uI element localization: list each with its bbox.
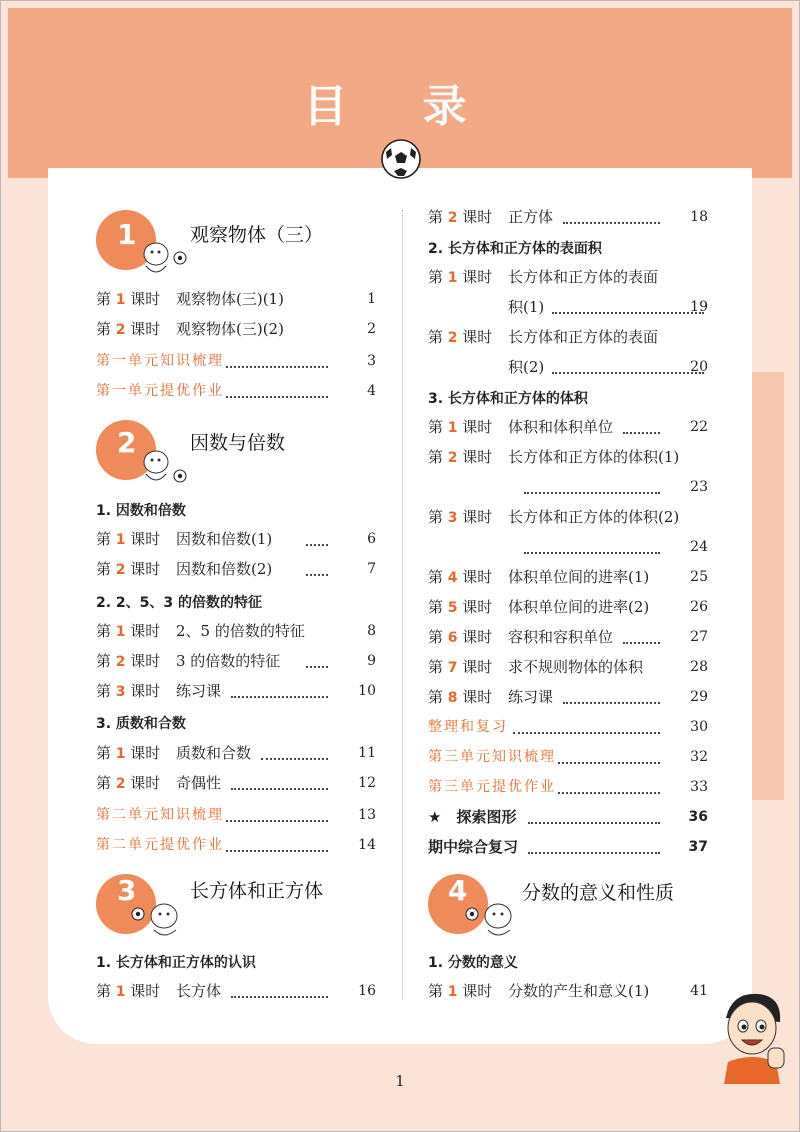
lesson-label: 第 1 课时 (96, 744, 161, 762)
lesson-number: 1 (115, 746, 126, 762)
entry-title: 体积单位间的进率(1) (508, 568, 650, 586)
lesson-number: 2 (447, 450, 458, 466)
leader-dots (226, 344, 328, 368)
leader-dots (226, 828, 328, 852)
lesson-label: 第 3 课时 (96, 682, 161, 700)
section-heading: 1. 长方体和正方体的认识 (96, 955, 256, 971)
page-ref: 29 (690, 689, 708, 705)
lesson-label: 第 1 课时 (96, 622, 161, 640)
unit-1-number: 1 (117, 218, 137, 251)
leader-dots (528, 830, 660, 854)
unit-3-number: 3 (117, 874, 137, 907)
unit-3-title[interactable]: 长方体和正方体 (190, 880, 324, 902)
leader-dots (226, 374, 328, 398)
page-ref: 37 (688, 839, 708, 855)
unit-2-title[interactable]: 因数与倍数 (190, 432, 286, 454)
lesson-label: 第 1 课时 (428, 982, 493, 1000)
page-ref: 1 (367, 291, 376, 307)
toc-entry[interactable] (428, 266, 708, 288)
leader-dots (623, 410, 660, 434)
toc-entry[interactable] (428, 776, 708, 798)
lesson-label: 第 2 课时 (428, 208, 493, 226)
page-ref: 23 (690, 479, 708, 495)
page-ref: 25 (690, 569, 708, 585)
page-ref: 28 (690, 659, 708, 675)
leader-dots (231, 974, 328, 998)
entry-title-continued: 积(1) (508, 298, 545, 316)
mascot-dino-icon (138, 236, 190, 280)
entry-title: 观察物体(三)(2) (176, 320, 284, 338)
lesson-number: 1 (447, 984, 458, 1000)
entry-title: ★ 探索图形 (428, 808, 517, 826)
lesson-number: 2 (115, 562, 126, 578)
lesson-label: 第 2 课时 (428, 448, 493, 466)
entry-title: 长方体和正方体的体积(2) (508, 508, 680, 526)
page-ref: 7 (367, 561, 376, 577)
toc-entry[interactable] (428, 446, 708, 468)
lesson-label: 第 2 课时 (96, 652, 161, 670)
page-ref: 10 (358, 683, 376, 699)
entry-title: 第二单元提优作业 (96, 837, 224, 853)
mascot-dino-icon (458, 898, 522, 942)
unit-2-number: 2 (117, 426, 137, 459)
page-ref: 27 (690, 629, 708, 645)
entry-title-continued: 积(2) (508, 358, 545, 376)
entry-title: 第三单元知识梳理 (428, 749, 556, 765)
entry-title: 因数和倍数(1) (176, 530, 273, 548)
lesson-label: 第 3 课时 (428, 508, 493, 526)
lesson-number: 1 (115, 984, 126, 1000)
lesson-number: 1 (115, 532, 126, 548)
entry-title: 奇偶性 (176, 774, 222, 792)
entry-title: 期中综合复习 (428, 838, 519, 856)
lesson-label: 第 2 课时 (428, 328, 493, 346)
leader-dots (306, 522, 328, 546)
lesson-label: 第 1 课时 (428, 268, 493, 286)
leader-dots (231, 674, 328, 698)
entry-title: 分数的产生和意义(1) (508, 982, 650, 1000)
toc-entry[interactable] (96, 620, 376, 642)
toc-entry[interactable] (96, 680, 376, 702)
lesson-number: 2 (115, 776, 126, 792)
toc-entry[interactable] (428, 596, 708, 618)
toc-entry[interactable] (428, 806, 708, 828)
lesson-number: 6 (447, 630, 458, 646)
toc-entry[interactable] (428, 326, 708, 348)
entry-title: 长方体 (176, 982, 222, 1000)
soccer-ball-icon (380, 138, 422, 180)
page-ref: 12 (358, 775, 376, 791)
entry-title: 长方体和正方体的表面 (508, 268, 659, 286)
page-ref: 6 (367, 531, 376, 547)
page-title: 目 录 (303, 81, 497, 132)
toc-entry-continuation[interactable] (508, 296, 708, 318)
toc-entry[interactable] (428, 686, 708, 708)
entry-title: 长方体和正方体的表面 (508, 328, 659, 346)
entry-title: 正方体 (508, 208, 554, 226)
toc-entry[interactable] (96, 742, 376, 764)
page-ref: 36 (688, 809, 708, 825)
page-ref: 24 (690, 539, 708, 555)
leader-dots (558, 740, 660, 764)
section-heading: 2. 长方体和正方体的表面积 (428, 241, 602, 257)
lesson-number: 1 (115, 624, 126, 640)
lesson-label: 第 8 课时 (428, 688, 493, 706)
lesson-label: 第 1 课时 (96, 530, 161, 548)
unit-4-title[interactable]: 分数的意义和性质 (522, 882, 675, 904)
toc-entry[interactable] (96, 980, 376, 1002)
toc-entry[interactable] (428, 656, 708, 678)
page-ref: 11 (358, 745, 376, 761)
column-divider (402, 210, 403, 1000)
leader-dots (623, 620, 660, 644)
lesson-number: 1 (447, 420, 458, 436)
entry-title: 体积单位间的进率(2) (508, 598, 650, 616)
lesson-label: 第 1 课时 (96, 982, 161, 1000)
unit-4-number: 4 (448, 874, 468, 907)
page-number: 1 (395, 1072, 405, 1090)
lesson-number: 2 (115, 654, 126, 670)
entry-title: 整理和复习 (428, 719, 508, 735)
page-ref: 19 (690, 299, 708, 315)
toc-entry-continuation[interactable] (524, 476, 708, 498)
entry-title: 长方体和正方体的体积(1) (508, 448, 680, 466)
page-ref: 9 (367, 653, 376, 669)
toc-entry[interactable] (428, 716, 708, 738)
section-heading: 2. 2、5、3 的倍数的特征 (96, 595, 263, 611)
leader-dots (306, 644, 328, 668)
mascot-dino-icon (124, 898, 188, 942)
leader-dots (563, 680, 660, 704)
page-ref: 14 (358, 837, 376, 853)
entry-title: 2、5 的倍数的特征 (176, 622, 305, 640)
entry-title: 第一单元知识梳理 (96, 353, 224, 369)
page-ref: 2 (367, 321, 376, 337)
entry-title: 观察物体(三)(1) (176, 290, 284, 308)
toc-entry[interactable] (428, 746, 708, 768)
toc-entry[interactable] (428, 416, 708, 438)
page-ref: 22 (690, 419, 708, 435)
entry-title: 第三单元提优作业 (428, 779, 556, 795)
page-ref: 33 (690, 779, 708, 795)
entry-title: 因数和倍数(2) (176, 560, 273, 578)
toc-entry[interactable] (96, 318, 376, 340)
lesson-number: 5 (447, 600, 458, 616)
page-ref: 13 (358, 807, 376, 823)
section-heading: 3. 质数和合数 (96, 716, 186, 732)
leader-dots (524, 530, 660, 554)
toc-entry[interactable] (428, 836, 708, 858)
leader-dots (558, 770, 660, 794)
lesson-number: 3 (115, 684, 126, 700)
lesson-label: 第 2 课时 (96, 320, 161, 338)
section-heading: 1. 因数和倍数 (96, 503, 186, 519)
page-ref: 41 (690, 983, 708, 999)
lesson-number: 8 (447, 690, 458, 706)
entry-title: 第一单元提优作业 (96, 383, 224, 399)
leader-dots (513, 710, 660, 734)
leader-dots (306, 552, 328, 576)
page-ref: 30 (690, 719, 708, 735)
page-ref: 18 (690, 209, 708, 225)
toc-entry[interactable] (96, 288, 376, 310)
lesson-number: 3 (447, 510, 458, 526)
toc-entry[interactable] (96, 834, 376, 856)
entry-title: 第二单元知识梳理 (96, 807, 224, 823)
toc-entry[interactable] (96, 772, 376, 794)
lesson-label: 第 4 课时 (428, 568, 493, 586)
page-ref: 4 (367, 383, 376, 399)
lesson-number: 1 (447, 270, 458, 286)
toc-entry-continuation[interactable] (508, 356, 708, 378)
lesson-label: 第 6 课时 (428, 628, 493, 646)
toc-entry[interactable] (428, 206, 708, 228)
page-ref: 16 (358, 983, 376, 999)
toc-entry[interactable] (96, 558, 376, 580)
toc-entry[interactable] (428, 626, 708, 648)
leader-dots (563, 200, 660, 224)
entry-title: 练习课 (176, 682, 222, 700)
section-heading: 3. 长方体和正方体的体积 (428, 391, 588, 407)
entry-title: 容积和容积单位 (508, 628, 614, 646)
entry-title: 体积和体积单位 (508, 418, 614, 436)
lesson-label: 第 2 课时 (96, 774, 161, 792)
lesson-number: 1 (115, 292, 126, 308)
leader-dots (528, 800, 660, 824)
boy-mascot-icon (712, 988, 792, 1084)
lesson-label: 第 1 课时 (428, 418, 493, 436)
entry-title: 质数和合数 (176, 744, 252, 762)
lesson-number: 2 (115, 322, 126, 338)
entry-title: 3 的倍数的特征 (176, 652, 281, 670)
page-ref: 26 (690, 599, 708, 615)
leader-dots (261, 736, 328, 760)
lesson-number: 7 (447, 660, 458, 676)
page-ref: 8 (367, 623, 376, 639)
lesson-label: 第 1 课时 (96, 290, 161, 308)
lesson-number: 4 (447, 570, 458, 586)
toc-entry[interactable] (96, 804, 376, 826)
toc-entry[interactable] (428, 566, 708, 588)
unit-1-title[interactable]: 观察物体（三） (190, 224, 324, 246)
page-ref: 3 (367, 353, 376, 369)
lesson-label: 第 5 课时 (428, 598, 493, 616)
leader-dots (231, 766, 328, 790)
lesson-label: 第 7 课时 (428, 658, 493, 676)
toc-entry[interactable] (96, 528, 376, 550)
page-ref: 20 (690, 359, 708, 375)
lesson-number: 2 (447, 210, 458, 226)
toc-entry[interactable] (428, 980, 708, 1002)
entry-title: 练习课 (508, 688, 554, 706)
section-heading: 1. 分数的意义 (428, 955, 518, 971)
mascot-dino-icon (138, 444, 190, 488)
entry-title: 求不规则物体的体积 (508, 658, 644, 676)
toc-entry[interactable] (96, 380, 376, 402)
lesson-label: 第 2 课时 (96, 560, 161, 578)
toc-entry[interactable] (96, 650, 376, 672)
toc-entry[interactable] (428, 506, 708, 528)
page-ref: 32 (690, 749, 708, 765)
toc-entry-continuation[interactable] (524, 536, 708, 558)
leader-dots (524, 470, 660, 494)
leader-dots (226, 798, 328, 822)
lesson-number: 2 (447, 330, 458, 346)
toc-entry[interactable] (96, 350, 376, 372)
